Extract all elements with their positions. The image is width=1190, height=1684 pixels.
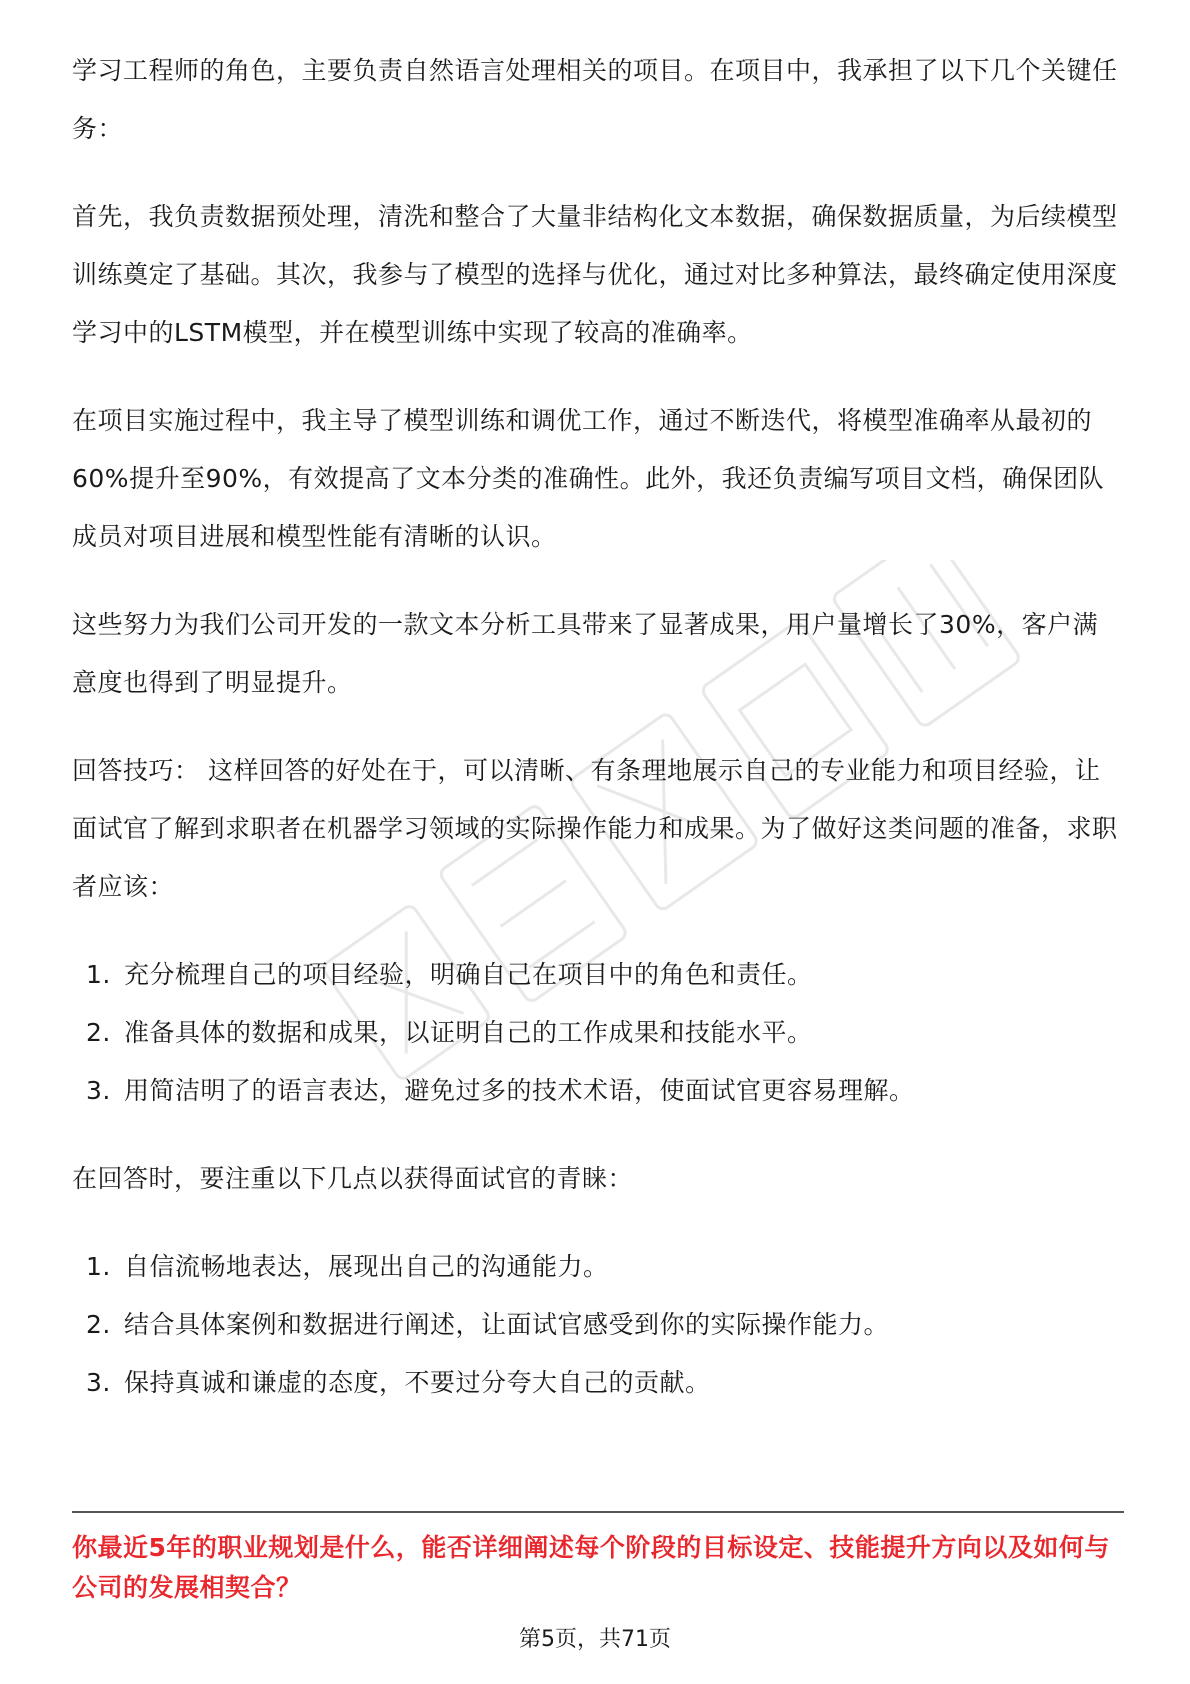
paragraph-attention: 在回答时，要注重以下几点以获得面试官的青睐： — [72, 1164, 634, 1193]
list-item-text: 保持真诚和谦虚的态度，不要过分夸大自己的贡献。 — [124, 1368, 711, 1397]
list-item-text: 用简洁明了的语言表达，避免过多的技术术语，使面试官更容易理解。 — [124, 1076, 915, 1105]
attention-list — [72, 1238, 1122, 1412]
section-divider — [72, 1511, 1124, 1513]
paragraph-tips: 回答技巧： 这样回答的好处在于，可以清晰、有条理地展示自己的专业能力和项目经验，让面试官了解到求职者在机器学习领域的实际操作能力和成果。为了做好这类问题的准备，求职者应该： — [72, 756, 1118, 901]
page-number: 第5页，共71页 — [519, 1627, 671, 1652]
next-question-heading: 你最近5年的职业规划是什么，能否详细阐述每个阶段的目标设定、技能提升方向以及如何与公司的发展相契合？ — [72, 1533, 1110, 1602]
list-item — [72, 1004, 1122, 1062]
list-item — [72, 946, 1122, 1004]
list-item-number: 1. — [86, 960, 111, 989]
list-item-number: 2. — [86, 1310, 111, 1339]
list-item — [72, 1062, 1122, 1120]
paragraph-results: 这些努力为我们公司开发的一款文本分析工具带来了显著成果，用户量增长了30%，客户满意度也得到了明显提升。 — [72, 610, 1099, 697]
list-item-number: 1. — [86, 1252, 111, 1281]
list-item — [72, 1238, 1122, 1296]
list-item-number: 3. — [86, 1076, 111, 1105]
list-item-text: 准备具体的数据和成果，以证明自己的工作成果和技能水平。 — [124, 1018, 813, 1047]
list-item-text: 自信流畅地表达，展现出自己的沟通能力。 — [124, 1252, 609, 1281]
list-item-number: 2. — [86, 1018, 111, 1047]
paragraph-intro: 学习工程师的角色，主要负责自然语言处理相关的项目。在项目中，我承担了以下几个关键任务： — [72, 56, 1118, 143]
list-item — [72, 1354, 1122, 1412]
list-item — [72, 1296, 1122, 1354]
paragraph-implementation: 在项目实施过程中，我主导了模型训练和调优工作，通过不断迭代，将模型准确率从最初的60%提升至90%，有效提高了文本分类的准确性。此外，我还负责编写项目文档，确保团队成员对项目进展和模型性能有清晰的认识。 — [72, 406, 1105, 551]
list-item-text: 结合具体案例和数据进行阐述，让面试官感受到你的实际操作能力。 — [124, 1310, 890, 1339]
preparation-list — [72, 946, 1122, 1120]
list-item-number: 3. — [86, 1368, 111, 1397]
paragraph-tasks: 首先，我负责数据预处理，清洗和整合了大量非结构化文本数据，确保数据质量，为后续模型训练奠定了基础。其次，我参与了模型的选择与优化，通过对比多种算法，最终确定使用深度学习中的LSTM模型，并在模型训练中实现了较高的准确率。 — [72, 202, 1118, 347]
body-content — [72, 42, 1122, 1442]
list-item-text: 充分梳理自己的项目经验，明确自己在项目中的角色和责任。 — [124, 960, 813, 989]
